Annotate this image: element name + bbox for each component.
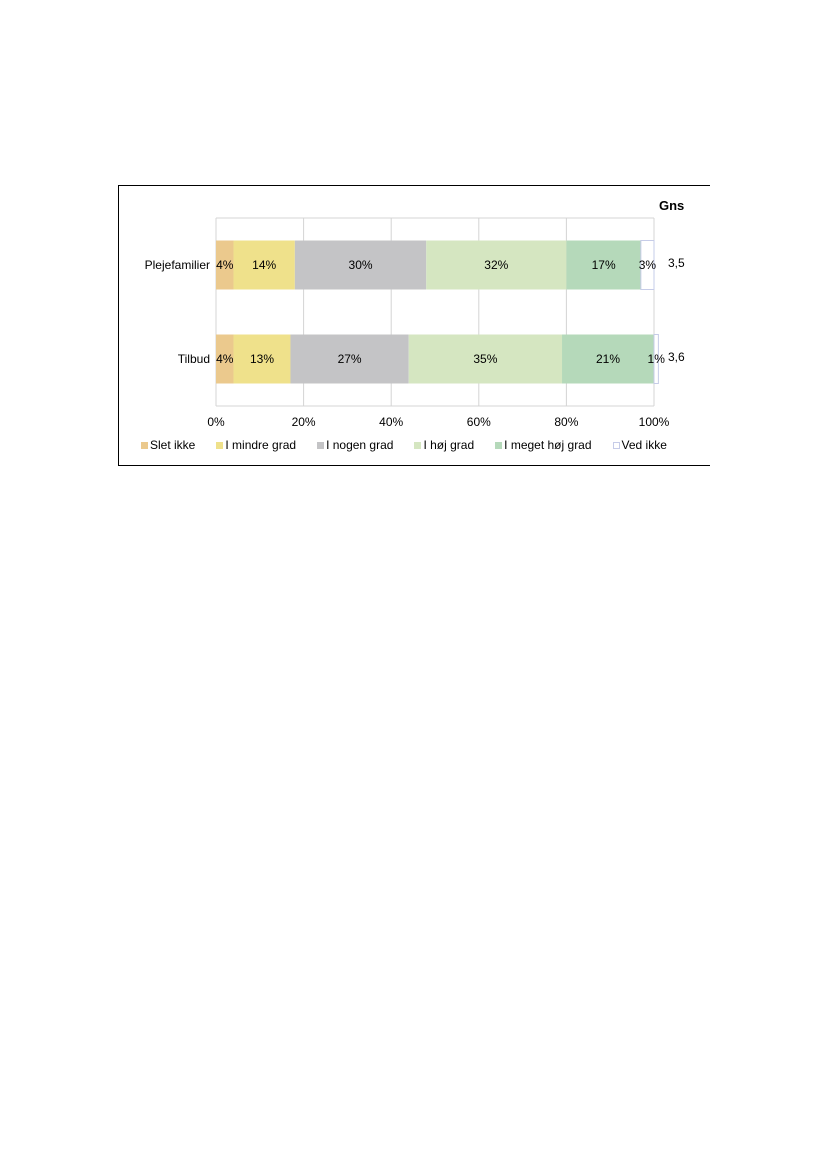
data-label: 21% [595,352,621,366]
legend-label: I meget høj grad [504,438,592,452]
legend-item [414,438,474,452]
legend-label: Ved ikke [621,438,667,452]
legend-item [216,438,296,452]
legend-swatch [414,442,421,449]
data-label: 27% [337,352,362,366]
legend-label: Slet ikke [150,438,196,452]
legend-swatch [613,442,620,449]
category-label: Tilbud [177,352,210,366]
legend-swatch [216,442,223,449]
data-label: 3% [638,258,657,272]
legend-swatch [495,442,502,449]
legend-item [613,438,667,452]
legend-label: I mindre grad [225,438,297,452]
data-label: 17% [591,258,616,272]
category-label: Plejefamilier [144,258,210,272]
x-tick-label: 100% [638,415,670,429]
average-value: 3,5 [668,256,685,270]
legend-swatch [141,442,148,449]
chart-container [118,185,710,466]
legend-label: I nogen grad [326,438,394,452]
data-label: 4% [216,352,234,366]
x-tick-label: 0% [207,415,225,429]
legend [141,438,667,452]
legend-label: I høj grad [423,438,475,452]
data-label: 30% [348,258,373,272]
x-tick-label: 60% [466,415,491,429]
x-tick-label: 20% [291,415,316,429]
legend-item [317,438,393,452]
data-label: 13% [249,352,275,366]
x-tick-label: 40% [379,415,404,429]
x-tick-label: 80% [554,415,579,429]
legend-swatch [317,442,324,449]
legend-item [141,438,195,452]
average-header: Gns [659,198,685,213]
data-label: 14% [252,258,277,272]
legend-item [495,438,591,452]
average-value: 3,6 [668,350,685,364]
data-label: 35% [473,352,498,366]
data-label: 1% [647,352,665,366]
data-label: 32% [484,258,509,272]
stacked-bar-chart [119,186,711,467]
data-label: 4% [216,258,234,272]
